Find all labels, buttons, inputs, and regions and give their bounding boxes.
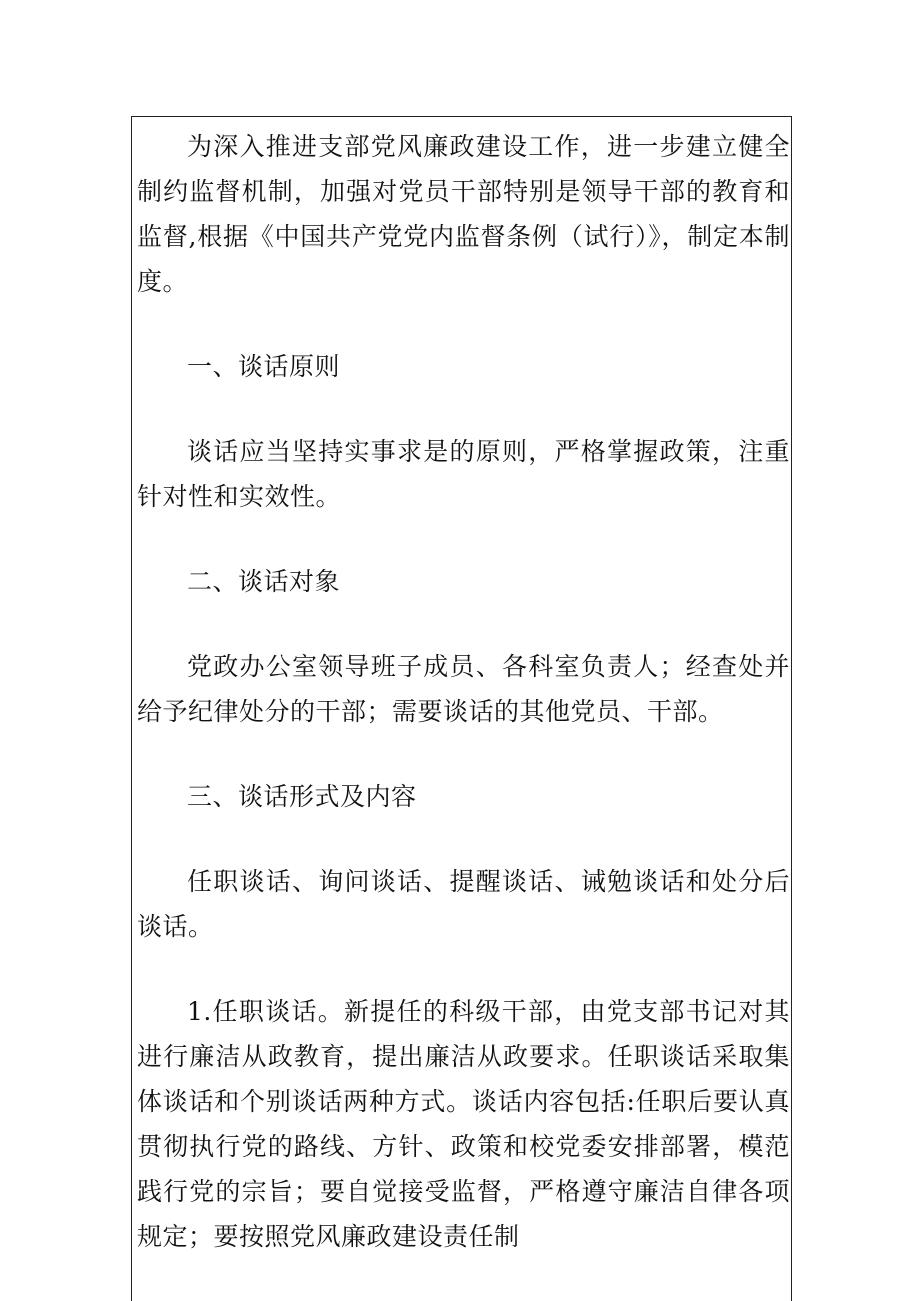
intro-paragraph: 为深入推进支部党风廉政建设工作，进一步建立健全制约监督机制，加强对党员干部特别是领导干部的教育和监督,根据《中国共产党党内监督条例（试行）》，制定本制度。 (137, 132, 790, 296)
spacer (137, 734, 790, 774)
section2-heading: 二、谈话对象 (187, 567, 341, 596)
section1-paragraph: 谈话应当坚持实事求是的原则，严格掌握政策，注重针对性和实效性。 (137, 437, 790, 511)
spacer (137, 949, 790, 989)
spacer (137, 304, 790, 344)
spacer (137, 519, 790, 559)
spacer (137, 604, 790, 644)
spacer (137, 389, 790, 429)
document-body (137, 124, 790, 1259)
section3-item1-paragraph: 1.任职谈话。新提任的科级干部，由党支部书记对其进行廉洁从政教育，提出廉洁从政要求。任职谈话采取集体谈话和个别谈话两种方式。谈话内容包括:任职后要认真贯彻执行党的路线、方针、政策和校党委安排部署，模范践行党的宗旨；要自觉接受监督，严格遵守廉洁自律各项规定；要按照党风廉政建设责任制 (137, 997, 790, 1251)
section3-paragraph: 任职谈话、询问谈话、提醒谈话、诫勉谈话和处分后谈话。 (137, 867, 790, 941)
section2-paragraph: 党政办公室领导班子成员、各科室负责人；经查处并给予纪律处分的干部；需要谈话的其他党员、干部。 (137, 652, 790, 726)
spacer (137, 819, 790, 859)
section1-heading: 一、谈话原则 (187, 352, 341, 381)
section3-heading: 三、谈话形式及内容 (187, 782, 417, 811)
